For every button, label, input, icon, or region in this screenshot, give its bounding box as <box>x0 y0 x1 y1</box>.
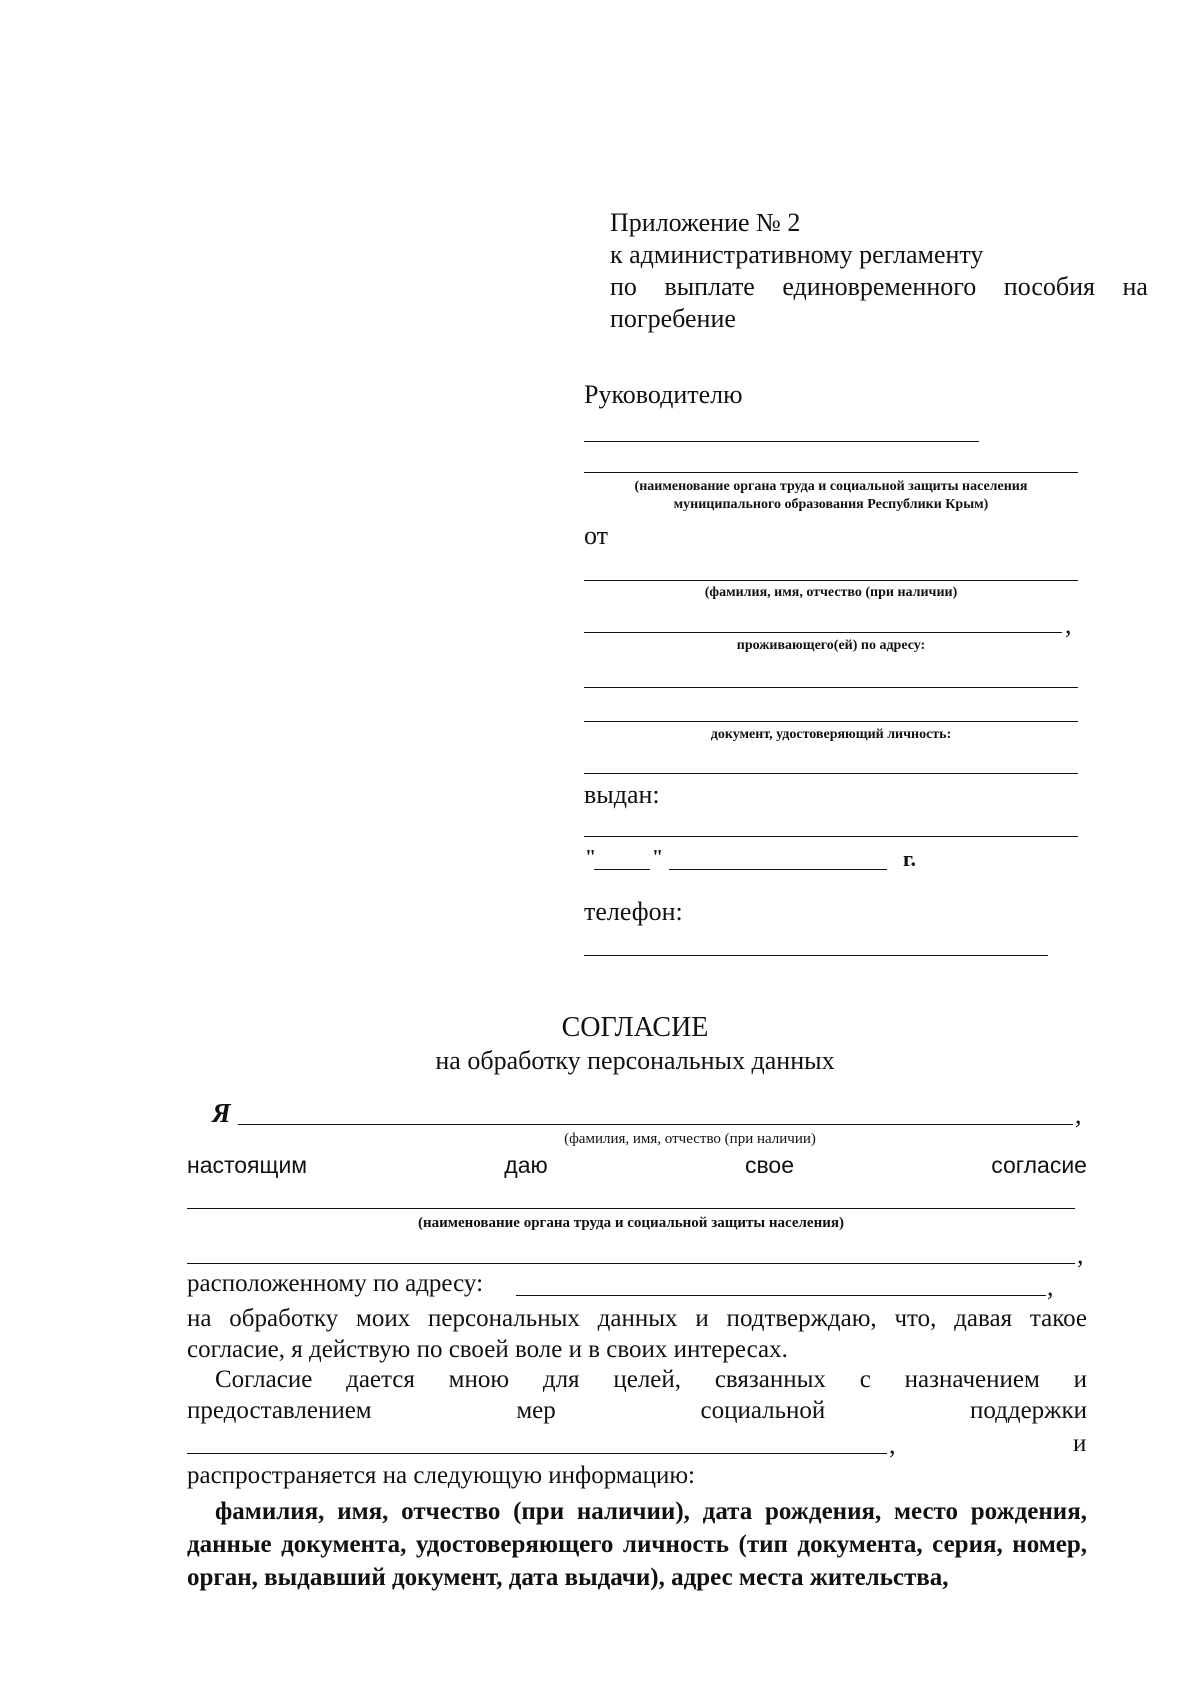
document-line <box>584 773 1078 774</box>
fio-line <box>584 580 1078 581</box>
consent-measures-line <box>187 1397 1087 1425</box>
org-name-line <box>584 472 1078 473</box>
org-caption <box>584 478 1078 514</box>
address-line-2 <box>584 721 1078 722</box>
purpose-word: целей, <box>613 1366 682 1393</box>
consent-org-line <box>187 1208 1075 1209</box>
consent-word: согласие <box>991 1152 1087 1178</box>
comma: , <box>889 1430 896 1459</box>
appendix-number: Приложение № 2 <box>610 208 801 237</box>
appendix-word: по <box>610 272 637 301</box>
address-caption: проживающего(ей) по адресу: <box>736 638 926 653</box>
consent-title: СОГЛАСИЕ <box>561 1012 709 1043</box>
purpose-word: Согласие <box>215 1366 313 1393</box>
appendix-word: на <box>1122 272 1148 301</box>
comma: , <box>1077 1240 1084 1269</box>
consent-give-line <box>187 1152 1087 1179</box>
consent-fio-line <box>238 1124 1073 1125</box>
purpose-word: и <box>1073 1366 1087 1393</box>
appendix-burial: погребение <box>610 304 736 333</box>
consent-subtitle: на обработку персональных данных <box>435 1046 835 1075</box>
purpose-word: назначением <box>904 1366 1040 1393</box>
org-caption-line: муниципального образования Республики Крым) <box>673 497 989 512</box>
consent-spreads: распространяется на следующую информацию: <box>187 1462 696 1489</box>
consent-info-paragraph: фамилия, имя, отчество (при наличии), дата рождения, место рождения, данные документа, удостоверяющего личность (тип документа, серия, номер, орган, выдавший документ, дата выдачи), адрес места жительства, <box>187 1498 1087 1591</box>
measures-word: предоставлением <box>187 1397 372 1424</box>
consent-fio-caption: (фамилия, имя, отчество (при наличии) <box>564 1131 816 1147</box>
consent-located: расположенному по адресу: <box>187 1270 484 1297</box>
phone-label: телефон: <box>584 897 683 926</box>
address-line-1 <box>584 687 1078 688</box>
comma: , <box>1065 610 1072 639</box>
head-name-line <box>584 441 979 442</box>
addressee-to: Руководителю <box>584 380 743 409</box>
purpose-word: связанных <box>714 1366 826 1393</box>
measures-word: мер <box>516 1397 556 1424</box>
year-suffix: г. <box>903 846 917 871</box>
fio-line-2 <box>584 632 1062 633</box>
quote-open: " <box>585 846 597 868</box>
quote-close: " <box>652 846 664 868</box>
document-caption: документ, удостоверяющий личность: <box>710 727 952 742</box>
purpose-word: мною <box>448 1366 510 1393</box>
fio-caption: (фамилия, имя, отчество (при наличии) <box>704 585 958 600</box>
measures-word: социальной <box>700 1397 826 1424</box>
consent-word: настоящим <box>187 1152 308 1178</box>
consent-address-line <box>516 1295 1046 1296</box>
consent-org-line-2 <box>187 1263 1075 1264</box>
month-line <box>669 869 887 870</box>
appendix-regulation: к административному регламенту <box>610 240 984 269</box>
issued-by-line <box>584 836 1078 837</box>
consent-processing-paragraph: на обработку моих персональных данных и подтверждаю, что, давая такое согласие, я действую по своей воле и в своих интересах. <box>187 1305 1087 1363</box>
comma: , <box>1047 1272 1054 1301</box>
org-caption-line: (наименование органа труда и социальной защиты населения <box>634 479 1028 494</box>
appendix-word: выплате <box>664 272 755 301</box>
consent-word: свое <box>744 1152 794 1178</box>
consent-measures-blank-line <box>187 1453 887 1454</box>
issued-label: выдан: <box>584 780 660 809</box>
measures-word: поддержки <box>969 1397 1087 1424</box>
consent-word: даю <box>504 1152 548 1178</box>
addressee-from: от <box>584 521 609 550</box>
consent-org-caption: (наименование органа труда и социальной защиты населения) <box>418 1215 844 1231</box>
purpose-word: с <box>859 1366 871 1393</box>
appendix-word: пособия <box>1003 272 1095 301</box>
appendix-word: единовременного <box>782 272 977 301</box>
appendix-subject-line <box>610 271 1148 303</box>
consent-and: и <box>1073 1430 1087 1457</box>
purpose-word: для <box>542 1366 580 1393</box>
consent-i: Я <box>212 1098 231 1128</box>
day-line <box>594 869 650 870</box>
comma: , <box>1075 1100 1082 1129</box>
purpose-word: дается <box>346 1366 415 1393</box>
consent-purpose-line <box>215 1366 1087 1394</box>
phone-line <box>584 955 1048 956</box>
